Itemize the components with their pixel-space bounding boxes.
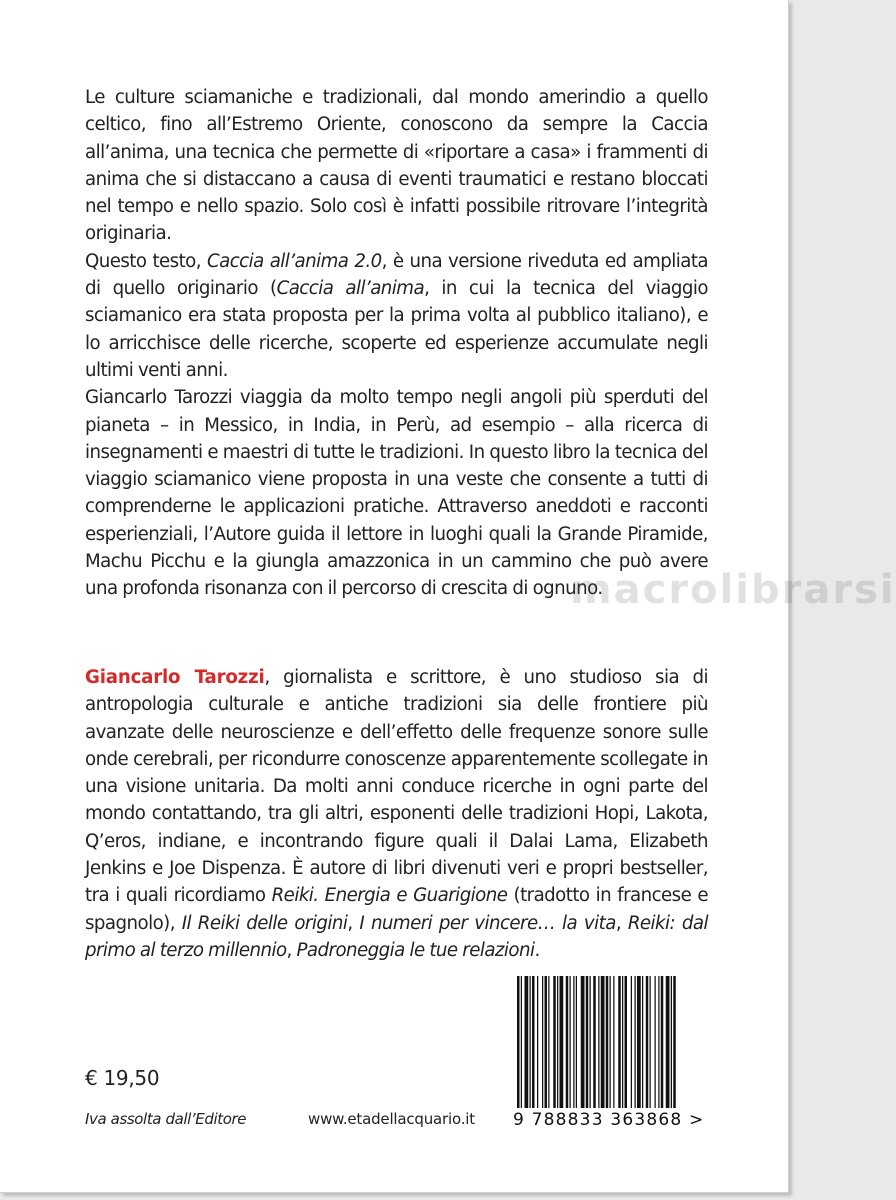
book-title-italic: Reiki. Energia e Guarigione <box>271 885 508 907</box>
blurb-text: , è una versione riveduta ed ampliata di quello originario ( <box>85 250 709 300</box>
book-title-italic: Caccia all’anima <box>276 278 425 300</box>
blurb-paragraph-1: Le culture sciamaniche e tradizionali, dal mondo amerindio a quello celtico, fino all’Estremo Oriente, conoscono da sempre la Caccia all’anima, una tecnica che permette di «riportare a casa» i frammenti di anima che si distaccano a causa di eventi traumatici e restano bloccati nel tempo e nello spazio. Solo così è infatti possibile ritrovare l’integrità originaria. <box>85 87 708 245</box>
book-title-italic: Il Reiki delle origini <box>181 912 348 934</box>
blurb-text: , in cui la tecnica del viaggio sciamanico era stata proposta per la prima volta al pubblico italiano), e lo arricchisce delle ricerche, scoperte ed esperienze accumulate negli ultimi venti anni. <box>85 278 708 381</box>
blurb-paragraph-2 <box>85 248 708 384</box>
bio-text: , <box>615 912 628 934</box>
author-name: Giancarlo Tarozzi <box>85 667 265 688</box>
bio-text: , <box>286 939 297 961</box>
book-title-italic: Padroneggia le tue relazioni <box>296 939 535 961</box>
blurb-text: Questo testo, <box>85 250 207 272</box>
barcode-bars-icon <box>513 976 723 1110</box>
book-title-italic: Reiki: dal primo al terzo millennio <box>85 912 708 961</box>
blurb-paragraph-3: Giancarlo Tarozzi viaggia da molto tempo negli angoli più sperduti del pianeta – in Messico, in India, in Perù, ad esempio – alla ricerca di insegnamenti e maestri di tutte le tradizioni. In questo libro la tecnica del viaggio sciamanico viene proposta in una veste che consente a tutti di comprenderne le applicazioni pratiche. Attraverso aneddoti e racconti esperienziali, l’Autore guida il lettore in luoghi quali la Grande Piramide, Machu Picchu e la giungla amazzonica in un cammino che può avere una profonda risonanza con il percorso di crescita di ognuno. <box>85 387 708 600</box>
watermark: macrolibrarsi <box>570 567 896 613</box>
book-title-italic: I numeri per vincere… la vita <box>359 912 616 934</box>
isbn-barcode <box>513 976 723 1138</box>
price: € 19,50 <box>85 1066 160 1090</box>
bio-text: (tradotto in francese e spagnolo), <box>85 885 708 934</box>
book-title-italic: Caccia all’anima 2.0 <box>206 250 382 272</box>
bio-text: , giornalista e scrittore, è uno studioso sia di antropologia culturale e antiche tradizioni sia delle frontiere più avanzate delle neuroscienze e dell’effetto delle frequenze sonore sulle onde cerebrali, per ricondurre conoscenze apparentemente scollegate in una visione unitaria. Da molti anni conduce ricerche in ogni parte del mondo contattando, tra gli altri, esponenti delle tradizioni Hopi, Lakota, Q’eros, indiane, e incontrando figure quali il Dalai Lama, Elizabeth Jenkins e Joe Dispenza. È autore di libri divenuti veri e propri bestseller, tra i quali ricordiamo <box>85 667 708 907</box>
publisher-website: www.etadellacquario.it <box>308 1110 475 1128</box>
vat-note: Iva assolta dall’Editore <box>85 1110 247 1128</box>
bio-text: . <box>534 939 540 961</box>
bio-text: , <box>347 912 360 934</box>
barcode-number: 9 788833 363868 > <box>513 1110 705 1130</box>
book-blurb <box>85 84 708 603</box>
author-bio <box>85 664 708 964</box>
